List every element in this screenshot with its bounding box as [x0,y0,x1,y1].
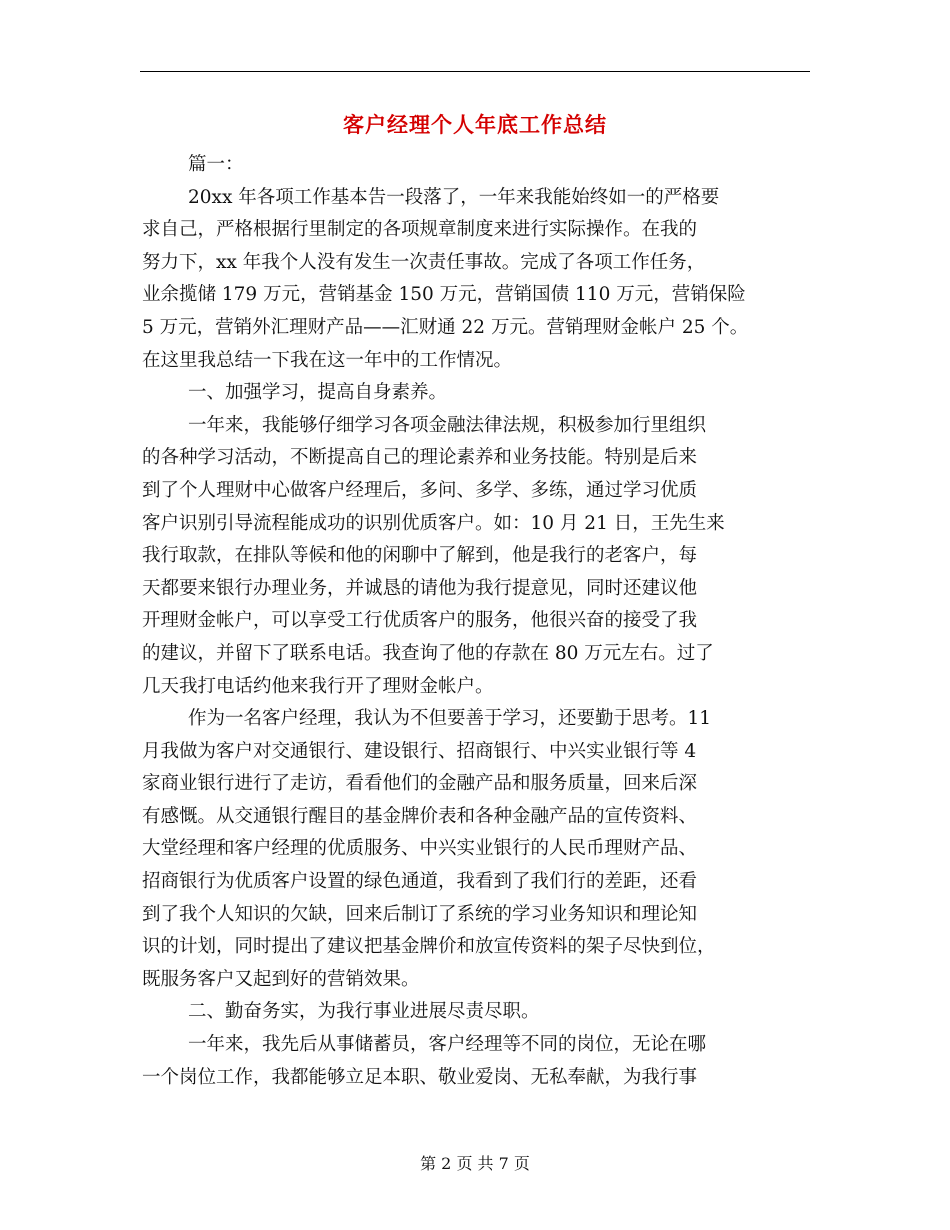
body-line: 月我做为客户对交通银行、建设银行、招商银行、中兴实业银行等 4 [142,740,697,762]
body-line: 天都要来银行办理业务，并诚恳的请他为我行提意见，同时还建议他 [142,577,698,599]
body-line: 业余揽储 179 万元，营销基金 150 万元，营销国债 110 万元，营销保险 [142,284,746,306]
body-line: 开理财金帐户，可以享受工行优质客户的服务，他很兴奋的接受了我 [142,610,698,632]
document-body [142,149,822,1094]
body-line: 的建议，并留下了联系电话。我查询了他的存款在 80 万元左右。过了 [142,642,714,664]
body-line: 识的计划，同时提出了建议把基金牌价和放宣传资料的架子尽快到位， [142,936,716,958]
body-line: 一、加强学习，提高自身素养。 [188,382,448,404]
body-line: 作为一名客户经理，我认为不但要善于学习，还要勤于思考。11 [188,708,712,730]
body-line: 到了我个人知识的欠缺，回来后制订了系统的学习业务知识和理论知 [142,903,698,925]
body-line: 努力下，xx 年我个人没有发生一次责任事故。完成了各项工作任务， [142,251,706,273]
body-line: 5 万元，营销外汇理财产品——汇财通 22 万元。营销理财金帐户 25 个。 [142,316,749,338]
body-line: 招商银行为优质客户设置的绿色通道，我看到了我们行的差距，还看 [142,871,698,893]
body-line: 篇一： [188,154,244,175]
body-line: 大堂经理和客户经理的优质服务、中兴实业银行的人民币理财产品、 [142,838,698,860]
body-line: 我行取款，在排队等候和他的闲聊中了解到，他是我行的老客户，每 [142,545,698,567]
body-line: 一年来，我能够仔细学习各项金融法律法规，积极参加行里组织 [188,414,707,436]
page-number-footer: 第 2 页 共 7 页 [420,1154,530,1173]
body-line: 有感慨。从交通银行醒目的基金牌价表和各种金融产品的宣传资料、 [142,805,698,827]
body-line: 几天我打电话约他来我行开了理财金帐户。 [142,675,494,697]
body-line: 求自己，严格根据行里制定的各项规章制度来进行实际操作。在我的 [142,219,698,241]
body-line: 一个岗位工作，我都能够立足本职、敬业爱岗、无私奉献，为我行事 [142,1066,698,1088]
body-line: 的各种学习活动，不断提高自己的理论素养和业务技能。特别是后来 [142,447,698,469]
body-line: 一年来，我先后从事储蓄员，客户经理等不同的岗位，无论在哪 [188,1034,707,1056]
body-line: 客户识别引导流程能成功的识别优质客户。如：10 月 21 日，王先生来 [142,512,725,534]
body-line: 在这里我总结一下我在这一年中的工作情况。 [142,349,513,371]
body-line: 到了个人理财中心做客户经理后，多问、多学、多练，通过学习优质 [142,479,698,501]
body-line: 20xx 年各项工作基本告一段落了，一年来我能始终如一的严格要 [188,186,720,208]
body-line: 二、勤奋务实，为我行事业进展尽责尽职。 [188,1001,540,1023]
document-title: 客户经理个人年底工作总结 [343,112,607,137]
header-rule [140,71,810,72]
body-line: 家商业银行进行了走访，看看他们的金融产品和服务质量，回来后深 [142,773,698,795]
body-line: 既服务客户又起到好的营销效果。 [142,968,420,990]
